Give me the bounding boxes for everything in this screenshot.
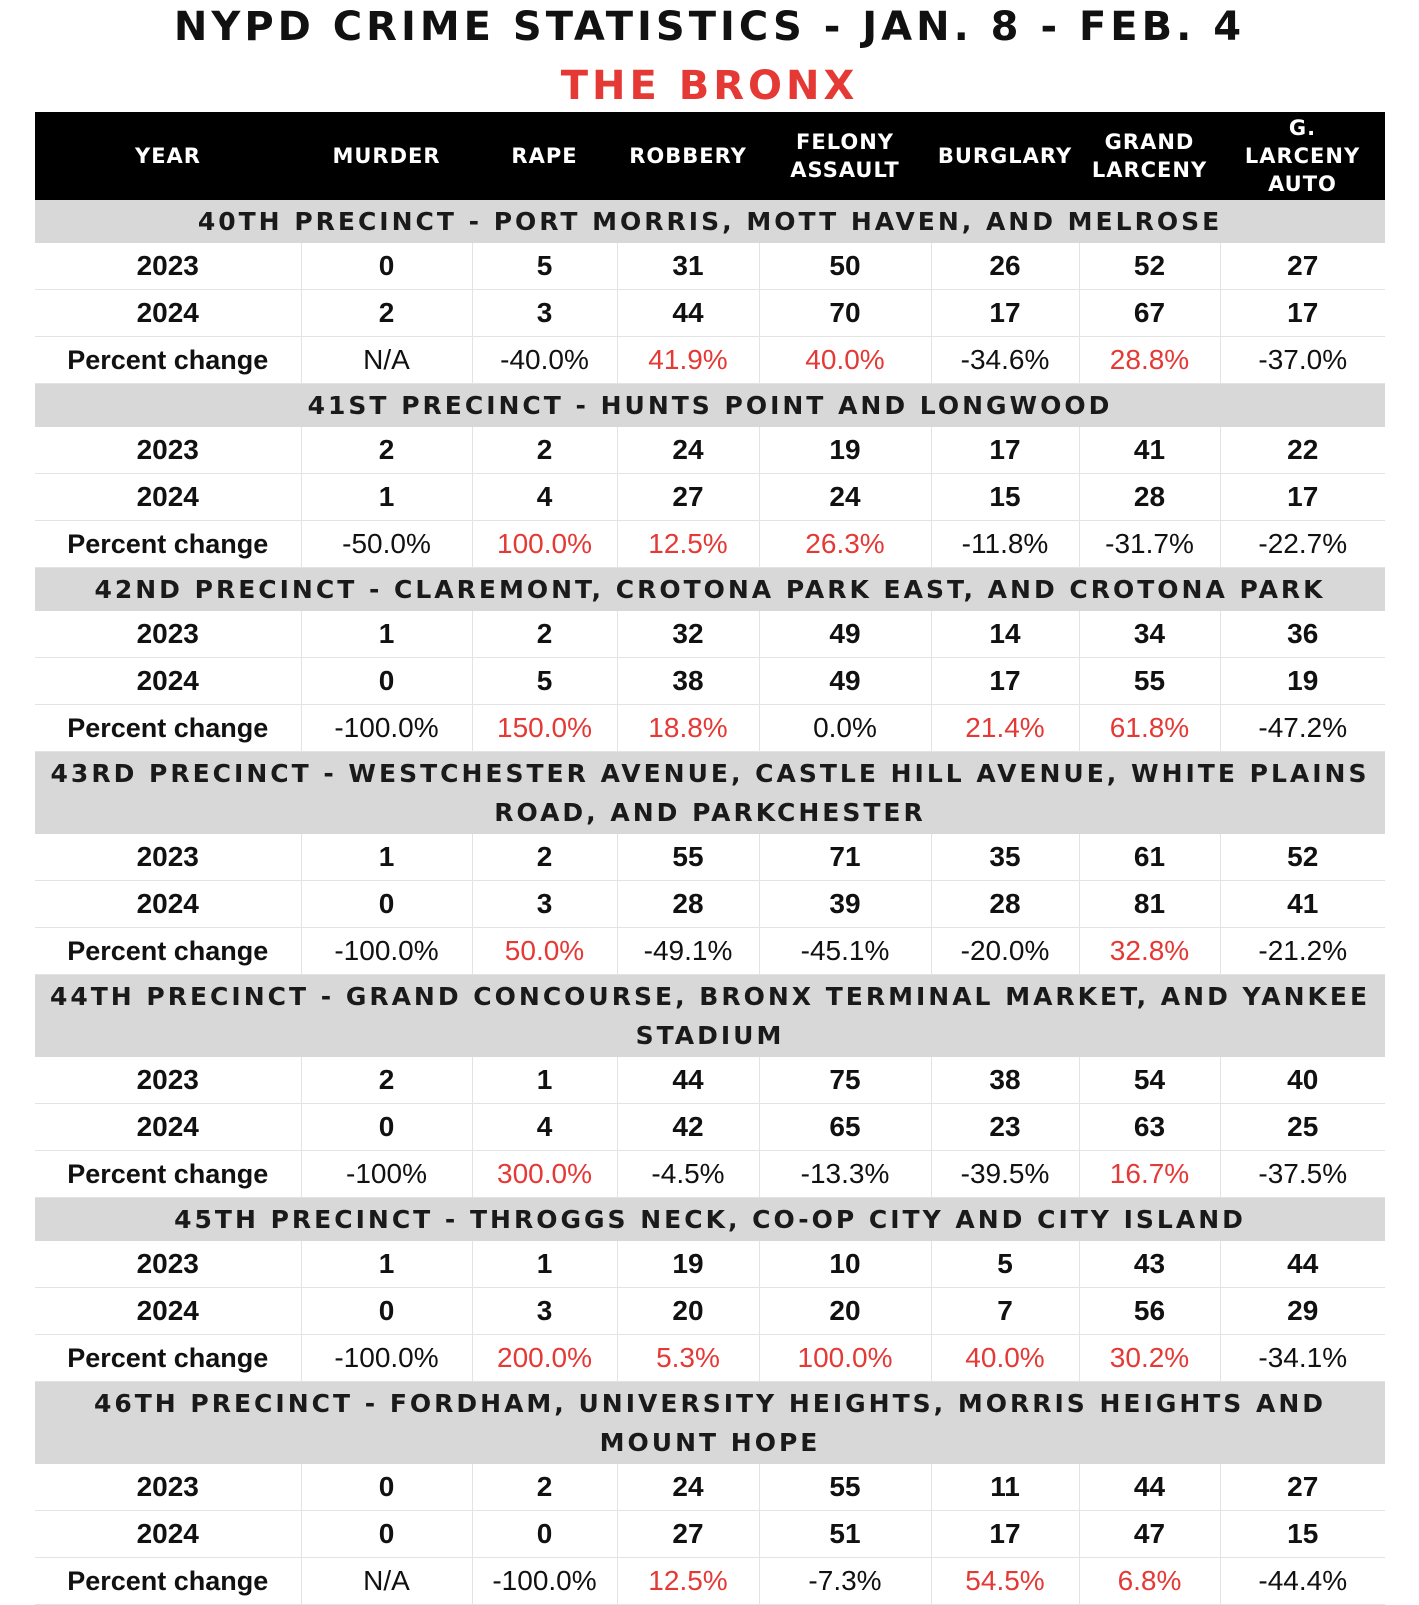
- percent-change-cell: -49.1%: [617, 928, 759, 975]
- year-row: [35, 658, 1385, 705]
- count-cell: 65: [759, 1104, 931, 1151]
- count-cell: 4: [472, 1104, 617, 1151]
- count-cell: 2: [472, 427, 617, 474]
- count-cell: 54: [1079, 1057, 1220, 1104]
- percent-change-row: [35, 337, 1385, 384]
- count-cell: 20: [759, 1288, 931, 1335]
- percent-change-cell: N/A: [301, 337, 472, 384]
- count-cell: 2: [472, 1464, 617, 1511]
- precinct-section-row: [35, 384, 1385, 428]
- precinct-title: 41ST PRECINCT - HUNTS POINT AND LONGWOOD: [35, 384, 1385, 428]
- percent-change-cell: 200.0%: [472, 1335, 617, 1382]
- count-cell: 0: [301, 1511, 472, 1558]
- percent-change-cell: -50.0%: [301, 521, 472, 568]
- count-cell: 17: [931, 290, 1079, 337]
- year-cell: 2023: [35, 1057, 301, 1104]
- percent-change-cell: 30.2%: [1079, 1335, 1220, 1382]
- count-cell: 28: [617, 881, 759, 928]
- percent-change-cell: -100%: [301, 1151, 472, 1198]
- percent-change-cell: 18.8%: [617, 705, 759, 752]
- column-header-line: MURDER: [332, 144, 441, 168]
- year-row: [35, 834, 1385, 881]
- count-cell: 43: [1079, 1241, 1220, 1288]
- precinct-title: 43RD PRECINCT - WESTCHESTER AVENUE, CASTLE HILL AVENUE, WHITE PLAINS ROAD, AND PARKCHESTER: [35, 752, 1385, 835]
- count-cell: 27: [617, 474, 759, 521]
- count-cell: 44: [617, 1057, 759, 1104]
- percent-change-cell: 16.7%: [1079, 1151, 1220, 1198]
- count-cell: 19: [1220, 658, 1385, 705]
- column-header-line: BURGLARY: [937, 144, 1073, 168]
- count-cell: 44: [617, 290, 759, 337]
- count-cell: 36: [1220, 611, 1385, 658]
- count-cell: 17: [1220, 474, 1385, 521]
- count-cell: 3: [472, 290, 617, 337]
- table-header: [35, 112, 1385, 200]
- percent-change-cell: 40.0%: [759, 337, 931, 384]
- count-cell: 56: [1079, 1288, 1220, 1335]
- column-header-line: LARCENY: [1244, 144, 1361, 168]
- percent-change-label: Percent change: [35, 1335, 301, 1382]
- count-cell: 20: [617, 1288, 759, 1335]
- count-cell: 0: [301, 1288, 472, 1335]
- percent-change-label: Percent change: [35, 1558, 301, 1605]
- column-header: [301, 112, 472, 200]
- count-cell: 2: [472, 611, 617, 658]
- percent-change-cell: 150.0%: [472, 705, 617, 752]
- count-cell: 3: [472, 1288, 617, 1335]
- percent-change-row: [35, 928, 1385, 975]
- precinct-section-row: [35, 1382, 1385, 1465]
- percent-change-label: Percent change: [35, 337, 301, 384]
- count-cell: 41: [1220, 881, 1385, 928]
- count-cell: 22: [1220, 427, 1385, 474]
- year-cell: 2024: [35, 881, 301, 928]
- count-cell: 51: [759, 1511, 931, 1558]
- year-cell: 2024: [35, 658, 301, 705]
- count-cell: 2: [301, 290, 472, 337]
- percent-change-cell: 61.8%: [1079, 705, 1220, 752]
- count-cell: 27: [1220, 1464, 1385, 1511]
- precinct-title: 45TH PRECINCT - THROGGS NECK, CO-OP CITY AND CITY ISLAND: [35, 1198, 1385, 1242]
- header-row: [35, 112, 1385, 200]
- percent-change-row: [35, 1335, 1385, 1382]
- column-header-line: ROBBERY: [629, 144, 747, 168]
- count-cell: 47: [1079, 1511, 1220, 1558]
- page-title: NYPD CRIME STATISTICS - JAN. 8 - FEB. 4: [173, 4, 1246, 50]
- count-cell: 5: [472, 658, 617, 705]
- percent-change-label: Percent change: [35, 521, 301, 568]
- count-cell: 34: [1079, 611, 1220, 658]
- year-row: [35, 611, 1385, 658]
- count-cell: 11: [931, 1464, 1079, 1511]
- count-cell: 2: [301, 1057, 472, 1104]
- column-header: [472, 112, 617, 200]
- percent-change-label: Percent change: [35, 705, 301, 752]
- count-cell: 55: [1079, 658, 1220, 705]
- count-cell: 10: [759, 1241, 931, 1288]
- column-header-line: AUTO: [1268, 172, 1337, 196]
- count-cell: 52: [1079, 243, 1220, 290]
- count-cell: 1: [301, 611, 472, 658]
- count-cell: 1: [301, 1241, 472, 1288]
- count-cell: 29: [1220, 1288, 1385, 1335]
- count-cell: 5: [472, 243, 617, 290]
- year-cell: 2023: [35, 427, 301, 474]
- year-cell: 2024: [35, 474, 301, 521]
- column-header: [35, 112, 301, 200]
- percent-change-cell: 12.5%: [617, 521, 759, 568]
- count-cell: 17: [931, 658, 1079, 705]
- column-header: [1220, 112, 1385, 200]
- column-header-line: LARCENY: [1091, 158, 1208, 182]
- percent-change-cell: 5.3%: [617, 1335, 759, 1382]
- count-cell: 61: [1079, 834, 1220, 881]
- column-header-line: ASSAULT: [790, 158, 900, 182]
- column-header: [931, 112, 1079, 200]
- percent-change-cell: -7.3%: [759, 1558, 931, 1605]
- percent-change-cell: -100.0%: [301, 1335, 472, 1382]
- count-cell: 19: [617, 1241, 759, 1288]
- percent-change-cell: -4.5%: [617, 1151, 759, 1198]
- year-row: [35, 290, 1385, 337]
- count-cell: 1: [301, 834, 472, 881]
- year-row: [35, 474, 1385, 521]
- count-cell: 23: [931, 1104, 1079, 1151]
- column-header: [759, 112, 931, 200]
- percent-change-row: [35, 705, 1385, 752]
- count-cell: 2: [301, 427, 472, 474]
- count-cell: 35: [931, 834, 1079, 881]
- percent-change-cell: 28.8%: [1079, 337, 1220, 384]
- count-cell: 0: [301, 658, 472, 705]
- year-cell: 2023: [35, 834, 301, 881]
- count-cell: 27: [617, 1511, 759, 1558]
- percent-change-cell: 12.5%: [617, 1558, 759, 1605]
- year-cell: 2024: [35, 1104, 301, 1151]
- percent-change-label: Percent change: [35, 1151, 301, 1198]
- count-cell: 44: [1220, 1241, 1385, 1288]
- count-cell: 4: [472, 474, 617, 521]
- year-cell: 2023: [35, 1464, 301, 1511]
- count-cell: 2: [472, 834, 617, 881]
- count-cell: 28: [1079, 474, 1220, 521]
- count-cell: 49: [759, 611, 931, 658]
- year-cell: 2023: [35, 243, 301, 290]
- year-cell: 2024: [35, 290, 301, 337]
- percent-change-cell: 6.8%: [1079, 1558, 1220, 1605]
- precinct-section-row: [35, 1198, 1385, 1242]
- count-cell: 75: [759, 1057, 931, 1104]
- year-row: [35, 1057, 1385, 1104]
- count-cell: 28: [931, 881, 1079, 928]
- count-cell: 70: [759, 290, 931, 337]
- percent-change-cell: 50.0%: [472, 928, 617, 975]
- count-cell: 38: [931, 1057, 1079, 1104]
- column-header-line: GRAND: [1104, 130, 1195, 154]
- count-cell: 81: [1079, 881, 1220, 928]
- year-row: [35, 1464, 1385, 1511]
- percent-change-cell: -34.1%: [1220, 1335, 1385, 1382]
- count-cell: 42: [617, 1104, 759, 1151]
- count-cell: 55: [617, 834, 759, 881]
- count-cell: 19: [759, 427, 931, 474]
- count-cell: 50: [759, 243, 931, 290]
- precinct-title: 40TH PRECINCT - PORT MORRIS, MOTT HAVEN, AND MELROSE: [35, 200, 1385, 243]
- count-cell: 0: [301, 243, 472, 290]
- percent-change-cell: -40.0%: [472, 337, 617, 384]
- precinct-section-row: [35, 975, 1385, 1058]
- count-cell: 25: [1220, 1104, 1385, 1151]
- percent-change-cell: -44.4%: [1220, 1558, 1385, 1605]
- count-cell: 7: [931, 1288, 1079, 1335]
- precinct-section-row: [35, 568, 1385, 612]
- percent-change-row: [35, 1151, 1385, 1198]
- count-cell: 5: [931, 1241, 1079, 1288]
- precinct-title: 46TH PRECINCT - FORDHAM, UNIVERSITY HEIGHTS, MORRIS HEIGHTS AND MOUNT HOPE: [35, 1382, 1385, 1465]
- percent-change-cell: 40.0%: [931, 1335, 1079, 1382]
- percent-change-cell: -11.8%: [931, 521, 1079, 568]
- count-cell: 24: [617, 427, 759, 474]
- year-row: [35, 1288, 1385, 1335]
- count-cell: 44: [1079, 1464, 1220, 1511]
- percent-change-cell: -20.0%: [931, 928, 1079, 975]
- column-header-line: G.: [1288, 116, 1317, 140]
- year-row: [35, 1104, 1385, 1151]
- percent-change-cell: 54.5%: [931, 1558, 1079, 1605]
- percent-change-cell: 100.0%: [472, 521, 617, 568]
- count-cell: 3: [472, 881, 617, 928]
- percent-change-cell: -47.2%: [1220, 705, 1385, 752]
- percent-change-row: [35, 1558, 1385, 1605]
- percent-change-cell: -37.5%: [1220, 1151, 1385, 1198]
- percent-change-cell: -31.7%: [1079, 521, 1220, 568]
- count-cell: 32: [617, 611, 759, 658]
- year-row: [35, 881, 1385, 928]
- crime-statistics-table: [35, 112, 1385, 1605]
- percent-change-cell: -100.0%: [301, 928, 472, 975]
- count-cell: 26: [931, 243, 1079, 290]
- count-cell: 24: [617, 1464, 759, 1511]
- precinct-section-row: [35, 752, 1385, 835]
- column-header-line: RAPE: [511, 144, 578, 168]
- percent-change-row: [35, 521, 1385, 568]
- table-body: [35, 200, 1385, 1605]
- count-cell: 1: [472, 1241, 617, 1288]
- year-cell: 2023: [35, 611, 301, 658]
- percent-change-label: Percent change: [35, 928, 301, 975]
- count-cell: 71: [759, 834, 931, 881]
- year-cell: 2024: [35, 1511, 301, 1558]
- count-cell: 55: [759, 1464, 931, 1511]
- count-cell: 17: [931, 1511, 1079, 1558]
- count-cell: 49: [759, 658, 931, 705]
- percent-change-cell: -22.7%: [1220, 521, 1385, 568]
- column-header-line: YEAR: [135, 144, 201, 168]
- count-cell: 41: [1079, 427, 1220, 474]
- percent-change-cell: 100.0%: [759, 1335, 931, 1382]
- count-cell: 15: [1220, 1511, 1385, 1558]
- count-cell: 1: [301, 474, 472, 521]
- count-cell: 31: [617, 243, 759, 290]
- percent-change-cell: -13.3%: [759, 1151, 931, 1198]
- year-row: [35, 427, 1385, 474]
- percent-change-cell: N/A: [301, 1558, 472, 1605]
- percent-change-cell: 32.8%: [1079, 928, 1220, 975]
- count-cell: 52: [1220, 834, 1385, 881]
- count-cell: 1: [472, 1057, 617, 1104]
- percent-change-cell: -45.1%: [759, 928, 931, 975]
- count-cell: 39: [759, 881, 931, 928]
- count-cell: 0: [301, 1104, 472, 1151]
- percent-change-cell: -39.5%: [931, 1151, 1079, 1198]
- percent-change-cell: 26.3%: [759, 521, 931, 568]
- count-cell: 24: [759, 474, 931, 521]
- percent-change-cell: -100.0%: [301, 705, 472, 752]
- count-cell: 27: [1220, 243, 1385, 290]
- column-header-line: FELONY: [796, 130, 894, 154]
- count-cell: 15: [931, 474, 1079, 521]
- year-row: [35, 1511, 1385, 1558]
- count-cell: 38: [617, 658, 759, 705]
- count-cell: 14: [931, 611, 1079, 658]
- precinct-title: 42ND PRECINCT - CLAREMONT, CROTONA PARK EAST, AND CROTONA PARK: [35, 568, 1385, 612]
- precinct-title: 44TH PRECINCT - GRAND CONCOURSE, BRONX TERMINAL MARKET, AND YANKEE STADIUM: [35, 975, 1385, 1058]
- count-cell: 17: [1220, 290, 1385, 337]
- count-cell: 63: [1079, 1104, 1220, 1151]
- count-cell: 40: [1220, 1057, 1385, 1104]
- year-cell: 2023: [35, 1241, 301, 1288]
- count-cell: 17: [931, 427, 1079, 474]
- count-cell: 0: [301, 1464, 472, 1511]
- column-header: [617, 112, 759, 200]
- percent-change-cell: -37.0%: [1220, 337, 1385, 384]
- percent-change-cell: -21.2%: [1220, 928, 1385, 975]
- year-row: [35, 1241, 1385, 1288]
- count-cell: 67: [1079, 290, 1220, 337]
- percent-change-cell: 21.4%: [931, 705, 1079, 752]
- percent-change-cell: 41.9%: [617, 337, 759, 384]
- year-cell: 2024: [35, 1288, 301, 1335]
- percent-change-cell: -34.6%: [931, 337, 1079, 384]
- percent-change-cell: 300.0%: [472, 1151, 617, 1198]
- year-row: [35, 243, 1385, 290]
- percent-change-cell: -100.0%: [472, 1558, 617, 1605]
- column-header: [1079, 112, 1220, 200]
- percent-change-cell: 0.0%: [759, 705, 931, 752]
- count-cell: 0: [472, 1511, 617, 1558]
- precinct-section-row: [35, 200, 1385, 243]
- count-cell: 0: [301, 881, 472, 928]
- page-subtitle: THE BRONX: [560, 63, 859, 109]
